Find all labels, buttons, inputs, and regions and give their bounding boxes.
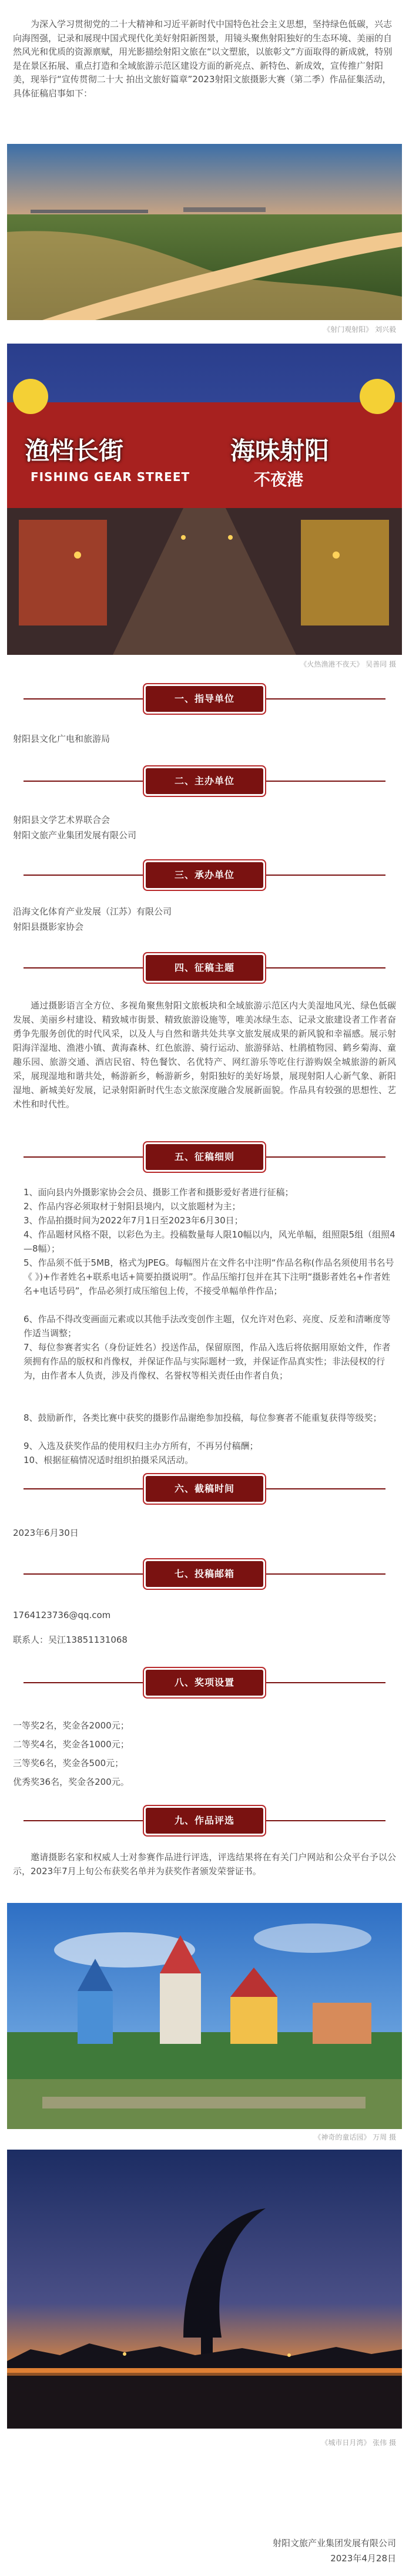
- section-heading: [0, 1471, 409, 1506]
- heading-box: [146, 1808, 263, 1834]
- fishing-street-image: [7, 344, 402, 655]
- rule-item: 1、面向县内外摄影家协会会员、摄影工作者和摄影爱好者进行征稿；: [24, 1187, 294, 1198]
- heading-box: [146, 768, 263, 794]
- photo-fairy-park: [7, 1903, 402, 2129]
- section-heading: [0, 1665, 409, 1700]
- photo-caption: 《射门观射阳》 刘兴毅: [323, 325, 396, 334]
- email-text: 1764123736@qq.com: [13, 1610, 111, 1620]
- rule-item: 6、作品不得改变画面元素或以其他手法改变创作主题，仅允许对色彩、亮度、反差和清晰度等作适当调整；: [24, 1314, 391, 1339]
- heading-label: 六、截稿时间: [174, 1483, 234, 1494]
- heading-box: [146, 955, 263, 981]
- award-line: 二等奖4名，奖金各1000元；: [13, 1739, 129, 1750]
- contact-text: 联系人：吴江13851131068: [13, 1635, 128, 1645]
- sign-right-title: 海味射阳: [230, 436, 330, 465]
- rule-item: 8、鼓励新作，各类比赛中获奖的摄影作品谢绝参加投稿，每位参赛者不能重复获得等级奖；: [24, 1413, 382, 1423]
- heading-label: 三、承办单位: [174, 869, 234, 880]
- heading-label: 八、奖项设置: [174, 1677, 234, 1688]
- section-heading: [0, 681, 409, 717]
- text-line: 射阳县文化广电和旅游局: [13, 734, 110, 744]
- heading-label: 二、主办单位: [174, 775, 234, 786]
- heading-box: [146, 1144, 263, 1170]
- section-heading: [0, 950, 409, 986]
- judging-paragraph: 邀请摄影名家和权威人士对参赛作品进行评选，评选结果将在有关门户网站和公众平台予以公示，2023年7月上旬公布获奖名单并为获奖作者颁发荣誉证书。: [13, 1852, 396, 1876]
- sign-left-title: 渔档长街: [25, 436, 124, 465]
- text-line: 射阳县摄影家协会: [13, 922, 84, 932]
- award-line: 三等奖6名，奖金各500元；: [13, 1758, 124, 1768]
- section-heading: [0, 1139, 409, 1175]
- award-line: 一等奖2名，奖金各2000元；: [13, 1720, 129, 1731]
- text-line: 射阳县文学艺术界联合会: [13, 815, 110, 825]
- section-heading: [0, 764, 409, 799]
- section-heading: [0, 857, 409, 893]
- section-heading: [0, 1556, 409, 1592]
- photo-moon-bay: [7, 2150, 402, 2429]
- section-heading: [0, 1803, 409, 1838]
- rule-item: 10、根据征稿情况适时组织拍摄采风活动。: [24, 1455, 194, 1465]
- photo-river: [7, 144, 402, 320]
- rule-item: 5、作品须不低于5MB，格式为JPEG。每幅图片在文件名中注明“作品名称(作品名须使用书名号《 》)+作者姓名+联系电话+简要拍摄说明”。作品压缩打包并在其下注明“摄影者姓名+作者姓名+电话号码”，作品必须打成压缩包上传，不接受单幅单件作品；: [24, 1257, 394, 1296]
- rule-item: 7、每位参赛者实名（身份证姓名）投送作品，保留原图，作品入选后将依据用原始文件，作者须拥有作品的版权和肖像权，并保证作品与实际题材一致，并保证作品真实性；非法侵权的行为，由作者本人负责，涉及肖像权、名誉权等相关责任由作者自负；: [24, 1342, 391, 1381]
- theme-paragraph: 通过摄影语言全方位、多视角聚焦射阳文旅板块和全域旅游示范区内大美湿地风光、绿色低碳发展、美丽乡村建设、精致城市街景、精致旅游设施等，唯美冰绿生态、记录文旅建设者工作者奋勇争先服务创优的时代风采，以及人与自然和谐共处共享文旅发展成果的新风貌和幸福感。展示射阳海洋湿地、渔港小镇、黄海森林、红色旅游、骑行运动、旅游驿站、杜鹃植物园、鹤乡菊海、童趣乐园、旅游交通、酒店民宿、特色餐饮、名优特产、网红游乐等吃住行游购娱全城旅游的新风采，展现湿地和谐共处，畅游新乡，畅游新乡，射阳独好的美好场景，展现射阳人心新气象、新阳湿地、新城美好发展，记录射阳新时代生态文旅深度融合发展新面貌。作品具有较强的思想性、艺术性和时代性。: [13, 1000, 396, 1109]
- heading-box: [146, 1476, 263, 1502]
- sign-left-subtitle: FISHING GEAR STREET: [31, 470, 190, 484]
- photo-caption: 《火热渔港不夜天》 吴善同 摄: [300, 660, 396, 668]
- heading-box: [146, 862, 263, 888]
- heading-label: 五、征稿细则: [174, 1151, 234, 1162]
- rule-item: 2、作品内容必须取材于射阳县境内，以文旅题材为主；: [24, 1201, 241, 1212]
- signature-org: 射阳文旅产业集团发展有限公司: [272, 2538, 396, 2548]
- rule-item: 3、作品拍摄时间为2022年7月1日至2023年6月30日；: [24, 1215, 243, 1226]
- heading-label: 四、征稿主题: [174, 962, 234, 973]
- heading-label: 九、作品评选: [174, 1815, 234, 1826]
- rule-item: 4、作品题材风格不限，以彩色为主。投稿数量每人限10幅以内，风光单幅，组照限5组（组照4—8幅）；: [24, 1229, 395, 1254]
- fairy-park-image: [7, 1903, 402, 2129]
- heading-label: 一、指导单位: [174, 693, 234, 704]
- moon-bay-image: [7, 2150, 402, 2429]
- text-line: 射阳文旅产业集团发展有限公司: [13, 830, 137, 840]
- intro-paragraph: 为深入学习贯彻党的二十大精神和习近平新时代中国特色社会主义思想，坚持绿色低碳，兴志向海图强，记录和展现中国式现代化美好射阳新图景，用镜头聚焦射阳独好的生态环境、美丽的自然风光和优质的资源禀赋，用光影描绘射阳文旅在“以文塑旅，以旅彰文”方面取得的新成就，特别是在景区拓展、重点打造和全域旅游示范区建设方面的新亮点、新特色、新成效，宣传推广射阳美，现举行“宣传贯彻二十大 拍出文旅好篇章”2023射阳文旅摄影大赛（第二季）作品征集活动，具体征稿启事如下：: [13, 19, 393, 99]
- award-line: 优秀奖36名，奖金各200元。: [13, 1777, 129, 1787]
- rule-item: 9、入选及获奖作品的使用权归主办方所有，不再另付稿酬；: [24, 1441, 259, 1451]
- photo-caption: 《城市日月湾》 张伟 摄: [321, 2439, 396, 2447]
- text-line: 2023年6月30日: [13, 1528, 79, 1538]
- photo-fishing-street: [7, 344, 402, 655]
- sign-right-subtitle: 不夜港: [254, 470, 304, 489]
- heading-box: [146, 1561, 263, 1587]
- heading-label: 七、投稿邮箱: [174, 1568, 234, 1579]
- river-landscape-image: [7, 144, 402, 320]
- photo-caption: 《神奇的童话园》 万周 摄: [314, 2133, 396, 2141]
- signature-date: 2023年4月28日: [330, 2553, 396, 2564]
- heading-box: [146, 686, 263, 712]
- heading-box: [146, 1670, 263, 1696]
- text-line: 沿海文化体育产业发展（江苏）有限公司: [13, 906, 172, 917]
